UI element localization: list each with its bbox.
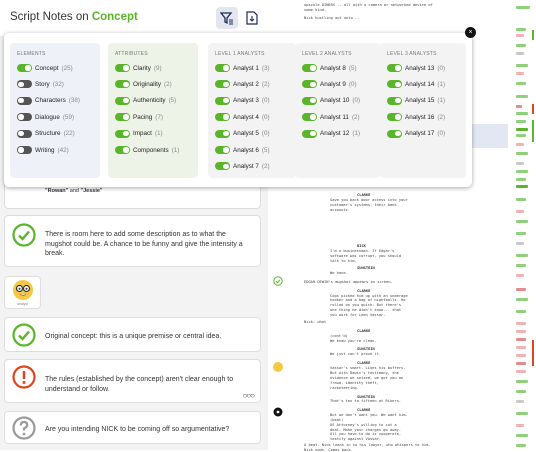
toggle-switch[interactable] (17, 80, 32, 88)
filter-count: (0) (261, 130, 270, 138)
minimap-marker (516, 198, 526, 201)
filter-label: Analyst 2 (233, 80, 259, 88)
filter-count: (0) (352, 97, 361, 105)
toggle-switch[interactable] (115, 80, 130, 88)
filter-icon (220, 11, 234, 25)
filter-label: Impact (133, 130, 152, 138)
script-line: Vassar's smart. Likes his buffers. (330, 366, 406, 370)
filter-toggle-row[interactable] (17, 80, 64, 88)
nerd-face-icon (13, 280, 33, 300)
filter-label: Analyst 7 (233, 162, 259, 170)
filter-count: (0) (437, 130, 446, 138)
script-line: But with Dewin's testimony, the (330, 371, 399, 375)
filter-toggle-row[interactable] (215, 97, 270, 105)
minimap-marker (516, 220, 528, 223)
filter-label: Concept (35, 64, 59, 72)
script-line: hooker and a bag of nightballs. He (330, 298, 406, 302)
toggle-switch[interactable] (115, 97, 130, 105)
filter-toggle-row[interactable] (17, 113, 74, 121)
script-line: All you have to do is cooperate, (330, 432, 402, 436)
minimap-marker (516, 298, 528, 301)
note-text: The rules (established by the concept) aren't clear enough to understand or follow. (45, 376, 234, 393)
script-line: That's ten to fifteen at Rikers. (330, 399, 402, 403)
script-line: you work for Leon Vassar. (330, 313, 386, 317)
minimap-marker (516, 152, 528, 155)
filter-label: Pacing (133, 113, 153, 121)
script-character-name: SUNSTEIN (357, 395, 375, 399)
filter-group-title: ATTRIBUTES (115, 51, 148, 57)
script-line: customer's systems, their bank (330, 203, 397, 207)
filter-toggle-row[interactable] (302, 130, 360, 138)
minimap-marker (516, 82, 526, 85)
minimap-marker (516, 232, 526, 235)
filter-count: (7) (155, 113, 163, 121)
filter-count: (9) (153, 64, 162, 72)
filter-count: (1) (171, 146, 180, 154)
filter-toggle-row[interactable] (17, 146, 69, 154)
toggle-switch[interactable] (302, 80, 317, 88)
filter-count: (5) (261, 146, 270, 154)
filter-count: (22) (63, 130, 75, 138)
toggle-switch[interactable] (215, 130, 230, 138)
minimap-marker (516, 288, 526, 291)
filter-label: Analyst 5 (233, 130, 259, 138)
filter-overlay (4, 33, 472, 187)
minimap-marker (516, 6, 530, 9)
filter-count: (42) (57, 146, 69, 154)
minimap-marker (516, 346, 526, 349)
minimap-marker (516, 210, 524, 213)
minimap-marker (516, 380, 528, 383)
filter-group (108, 43, 198, 178)
toggle-switch[interactable] (17, 64, 32, 72)
filter-label: Dialogue (35, 113, 60, 121)
filter-toggle-row[interactable] (115, 130, 163, 138)
minimap-marker (516, 444, 526, 447)
script-character-name: NICK (357, 244, 366, 248)
note-text: Are you intending NICK to be coming off so argumentative? (45, 426, 230, 433)
toggle-switch[interactable] (215, 146, 230, 154)
filter-toggle-row[interactable] (115, 113, 163, 121)
minimap-marker (516, 162, 524, 165)
note-card[interactable] (4, 215, 261, 267)
minimap-marker (516, 72, 524, 75)
script-line: Nick: what (304, 320, 327, 324)
script-line: (beat) (330, 418, 344, 422)
script-minimap[interactable] (510, 0, 536, 450)
filter-group (380, 43, 466, 178)
filter-count: (2) (164, 80, 172, 88)
filter-button[interactable] (216, 7, 238, 29)
filter-toggle-row[interactable] (387, 130, 445, 138)
question-icon (12, 416, 36, 440)
script-line: talk to him. (330, 259, 357, 263)
minimap-marker (516, 412, 528, 415)
minimap-marker (516, 112, 528, 115)
filter-toggle-row[interactable] (17, 97, 80, 105)
minimap-marker (516, 95, 528, 98)
toggle-switch[interactable] (17, 97, 32, 105)
filter-toggle-row[interactable] (302, 97, 360, 105)
emoji-marker-icon[interactable] (273, 362, 283, 372)
filter-label: Clarity (133, 64, 151, 72)
filter-count: (2) (437, 113, 446, 121)
minimap-marker (516, 390, 526, 393)
filter-label: Analyst 12 (320, 130, 350, 138)
script-character-name: CLARKE (357, 329, 371, 333)
page-title: Script Notes on Concept (10, 11, 138, 23)
filter-toggle-row[interactable] (215, 146, 270, 154)
filter-label: Components (133, 146, 169, 154)
filter-group (208, 43, 296, 178)
filter-label: Analyst 15 (405, 97, 435, 105)
toggle-switch[interactable] (387, 130, 402, 138)
filter-label: Analyst 14 (405, 80, 435, 88)
script-line: software was corrupt, you should (330, 254, 402, 258)
script-line: Gave you back door access into your (330, 198, 408, 202)
filter-toggle-row[interactable] (387, 113, 445, 121)
filter-count: (3) (261, 64, 270, 72)
filter-toggle-row[interactable] (387, 64, 445, 72)
filter-group-title: LEVEL 3 ANALYSTS (387, 51, 437, 57)
filter-label: Analyst 13 (405, 64, 435, 72)
minimap-marker (516, 34, 524, 37)
toggle-switch[interactable] (115, 113, 130, 121)
minimap-marker (516, 362, 526, 365)
toggle-switch[interactable] (302, 97, 317, 105)
filter-count: (1) (437, 80, 446, 88)
script-line: upscale DINERS -- all with a camera or networked device of (304, 3, 433, 7)
filter-label: Analyst 11 (320, 113, 349, 121)
filter-group-title: LEVEL 2 ANALYSTS (302, 51, 352, 57)
minimap-marker (516, 64, 528, 67)
minimap-section-marker (532, 340, 534, 366)
minimap-marker (516, 254, 528, 257)
script-line: Nick nods. Comes back. (304, 448, 353, 452)
filter-count: (32) (52, 80, 64, 88)
filter-count: (2) (351, 113, 360, 121)
document-icon (246, 11, 258, 25)
filter-count: (38) (68, 97, 80, 105)
minimap-marker (516, 143, 524, 146)
filter-label: Structure (35, 130, 61, 138)
filter-label: Analyst 4 (233, 113, 259, 121)
toggle-switch[interactable] (115, 146, 130, 154)
filter-toggle-row[interactable] (17, 130, 75, 138)
script-line: We know you're clean. (330, 339, 377, 343)
minimap-marker (516, 52, 524, 55)
note-text: Original concept: this is a unique premise or central idea. (45, 333, 222, 340)
document-button[interactable] (241, 7, 263, 29)
minimap-marker (516, 330, 526, 333)
filter-toggle-row[interactable] (387, 80, 445, 88)
filter-toggle-row[interactable] (215, 162, 270, 170)
toggle-switch[interactable] (387, 97, 402, 105)
toggle-switch[interactable] (215, 97, 230, 105)
filter-count: (1) (154, 130, 163, 138)
toggle-switch[interactable] (215, 162, 230, 170)
note-card[interactable] (4, 411, 261, 444)
script-line: We just can't prove it. (330, 352, 382, 356)
minimap-marker (516, 264, 526, 267)
minimap-marker (516, 370, 526, 373)
toggle-switch[interactable] (115, 64, 130, 72)
filter-label: Analyst 9 (320, 80, 346, 88)
minimap-marker (516, 338, 526, 341)
filter-toggle-row[interactable] (215, 64, 270, 72)
filter-label: Analyst 10 (320, 97, 350, 105)
script-line: fraud, identity theft, (330, 381, 379, 385)
filter-label: Analyst 17 (405, 130, 435, 138)
filter-count: (5) (168, 97, 177, 105)
filter-toggle-row[interactable] (115, 146, 179, 154)
filter-count: (1) (437, 97, 446, 105)
toggle-switch[interactable] (302, 64, 317, 72)
check-marker-icon[interactable] (273, 276, 283, 286)
filter-toggle-row[interactable] (115, 97, 176, 105)
filter-toggle-row[interactable] (387, 97, 445, 105)
script-line: some kind. (304, 8, 327, 12)
filter-label: Originality (133, 80, 161, 88)
check-icon (12, 323, 36, 347)
filter-toggle-row[interactable] (17, 64, 73, 72)
minimap-marker (516, 322, 526, 325)
filter-count: (0) (437, 64, 446, 72)
close-icon[interactable]: × (465, 27, 476, 38)
filter-count: (1) (352, 130, 361, 138)
script-character-name: CLARKE (357, 361, 371, 365)
toggle-switch[interactable] (17, 130, 32, 138)
toggle-switch[interactable] (387, 80, 402, 88)
minimap-section-marker (532, 104, 534, 114)
minimap-marker (516, 28, 526, 31)
script-line: accounts. (330, 208, 350, 212)
filter-group-title: LEVEL 1 ANALYSTS (215, 51, 265, 57)
script-line: But we don't want you. We want him. (330, 413, 408, 417)
script-line: Nick hustling out onto -- (304, 16, 360, 20)
script-character-name: SUNSTEIN (357, 266, 375, 270)
filter-count: (59) (62, 113, 75, 121)
script-line: US Attorney's willing to cut a (330, 423, 397, 427)
filter-label: Analyst 6 (233, 146, 259, 154)
filter-toggle-row[interactable] (215, 80, 270, 88)
script-line: testify against Vassar. (330, 437, 382, 441)
script-line: evidence we seized, we got you on (330, 376, 404, 380)
filter-group-title: ELEMENTS (17, 51, 46, 57)
minimap-marker (516, 274, 524, 277)
minimap-marker (516, 120, 526, 123)
filter-label: Writing (35, 146, 55, 154)
minimap-marker (516, 400, 524, 403)
minimap-marker (516, 44, 526, 47)
filter-toggle-row[interactable] (115, 64, 162, 72)
script-character-name: CLARKE (357, 193, 371, 197)
script-character-name: CLARKE (357, 289, 371, 293)
avatar: analyst (4, 276, 41, 309)
filter-label: Analyst 8 (320, 64, 346, 72)
note-card[interactable] (4, 359, 261, 403)
script-line: I'm a businessman. If Edgar's (330, 249, 395, 253)
filter-count: (2) (261, 80, 270, 88)
script-line: (cont'd) (330, 334, 348, 338)
toggle-switch[interactable] (387, 64, 402, 72)
note-card[interactable] (4, 317, 261, 352)
minimap-section-marker (532, 30, 534, 40)
filter-toggle-row[interactable] (215, 130, 270, 138)
toggle-switch[interactable] (215, 113, 230, 121)
script-line: rolled on you quick. But there's (330, 303, 402, 307)
filter-toggle-row[interactable] (302, 80, 357, 88)
filter-toggle-row[interactable] (302, 113, 360, 121)
filter-count: (0) (261, 113, 270, 121)
minimap-marker (516, 170, 528, 173)
script-line: racketeering. (330, 386, 359, 390)
script-character-name: CLARKE (357, 408, 371, 412)
alert-icon (12, 365, 36, 389)
minimap-marker (516, 128, 528, 131)
filter-label: Analyst 16 (405, 113, 435, 121)
minimap-marker (516, 354, 526, 357)
filter-count: (5) (348, 64, 357, 72)
minimap-section-marker (532, 120, 534, 142)
note-card-partial[interactable]: "Rowan" and "Jessie" (4, 166, 261, 209)
filter-label: Analyst 3 (233, 97, 259, 105)
minimap-marker (516, 434, 528, 437)
minimap-marker (516, 185, 528, 188)
filter-label: Analyst 1 (233, 64, 259, 72)
note-text: There is room here to add some description as to what the mugshot could be. A chance to be funny and give the intensity a break. (45, 231, 243, 257)
script-line: one thing he didn't know... that (330, 308, 402, 312)
script-line: We have. (330, 271, 348, 275)
filter-toggle-row[interactable] (115, 80, 172, 88)
title-accent: Concept (91, 11, 138, 23)
script-line: deal. Make your charges go away. (330, 428, 402, 432)
minimap-marker (516, 178, 526, 181)
filter-count: (2) (261, 162, 270, 170)
minimap-marker (516, 242, 524, 245)
toggle-switch[interactable] (17, 146, 32, 154)
filter-label: Characters (35, 97, 66, 105)
filter-toggle-row[interactable] (215, 113, 270, 121)
toggle-switch[interactable] (302, 130, 317, 138)
toggle-switch[interactable] (17, 113, 32, 121)
script-line: Cops picked him up with an underage (330, 294, 408, 298)
toggle-switch[interactable] (215, 64, 230, 72)
toggle-switch[interactable] (302, 113, 317, 121)
filter-label: Story (35, 80, 50, 88)
toggle-switch[interactable] (115, 130, 130, 138)
minimap-marker (516, 134, 526, 137)
filter-group (10, 43, 100, 178)
notes-header (0, 0, 268, 36)
check-icon (12, 223, 36, 247)
minimap-marker (516, 424, 524, 427)
filter-count: (25) (61, 64, 73, 72)
script-line: A beat. Nick leans in to his lawyer, who whispers to him. (304, 443, 431, 447)
script-line: EDGAR DEWIN's mugshot appears on screen. (304, 280, 393, 284)
more-options-button[interactable]: ○○○ (242, 391, 254, 400)
filter-count: (0) (348, 80, 357, 88)
toggle-switch[interactable] (215, 80, 230, 88)
minimap-marker (516, 310, 526, 313)
filter-group (295, 43, 381, 178)
minimap-marker (516, 105, 522, 108)
filter-toggle-row[interactable] (302, 64, 357, 72)
comment-marker-icon[interactable] (273, 407, 283, 417)
toggle-switch[interactable] (387, 113, 402, 121)
script-character-name: SUNSTEIN (357, 347, 375, 351)
filter-label: Authenticity (133, 97, 166, 105)
filter-count: (0) (261, 97, 270, 105)
